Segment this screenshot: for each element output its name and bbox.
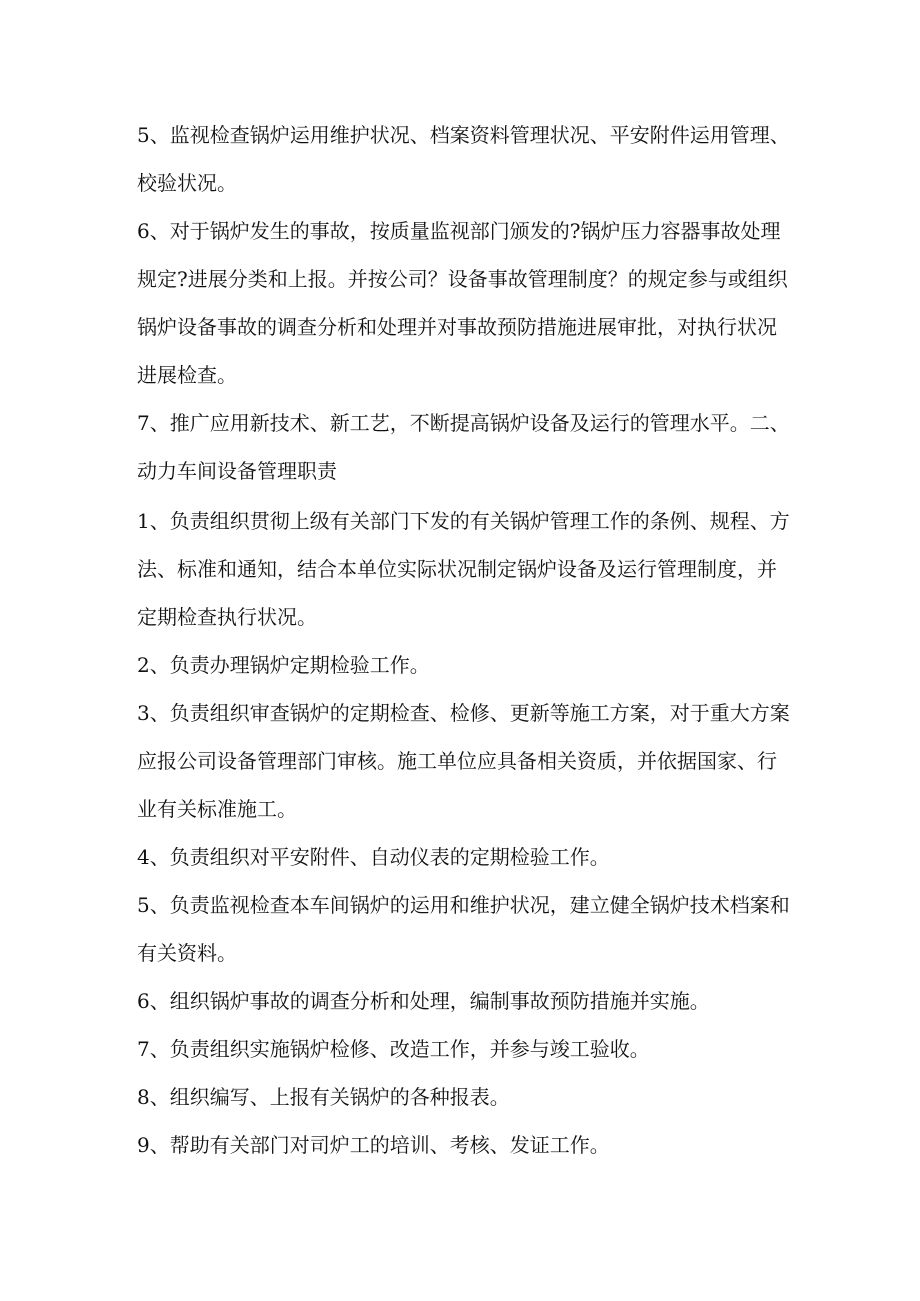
text-line: 5、负责监视检查本车间锅炉的运用和维护状况，建立健全锅炉技术档案和 [137, 893, 790, 917]
text-line: 有关资料。 [137, 941, 237, 965]
text-line: 8、组织编写、上报有关锅炉的各种报表。 [137, 1085, 510, 1109]
text-line: 9、帮助有关部门对司炉工的培训、考核、发证工作。 [137, 1133, 610, 1157]
text-line: 校验状况。 [137, 171, 237, 195]
text-line: 3、负责组织审查锅炉的定期检查、检修、更新等施工方案，对于重大方案 [137, 701, 790, 725]
text-line: 2、负责办理锅炉定期检验工作。 [137, 653, 430, 677]
text-line: 应报公司设备管理部门审核。施工单位应具备相关资质，并依据国家、行 [137, 749, 777, 773]
text-line: 法、标准和通知，结合本单位实际状况制定锅炉设备及运行管理制度，并 [137, 557, 777, 581]
text-line: 业有关标准施工。 [137, 797, 297, 821]
text-line: 7、推广应用新技术、新工艺，不断提高锅炉设备及运行的管理水平。二、 [137, 411, 790, 435]
text-line: 5、监视检查锅炉运用维护状况、档案资料管理状况、平安附件运用管理、 [137, 123, 790, 147]
section-heading: 动力车间设备管理职责 [137, 459, 337, 483]
text-line: 定期检查执行状况。 [137, 605, 317, 629]
text-line: 进展检查。 [137, 363, 237, 387]
text-line: 7、负责组织实施锅炉检修、改造工作，并参与竣工验收。 [137, 1037, 650, 1061]
text-line: 6、对于锅炉发生的事故，按质量监视部门颁发的?锅炉压力容器事故处理 [137, 219, 781, 243]
text-line: 6、组织锅炉事故的调查分析和处理，编制事故预防措施并实施。 [137, 989, 710, 1013]
text-line: 规定?进展分类和上报。并按公司？设备事故管理制度？的规定参与或组织 [137, 267, 788, 291]
text-line: 锅炉设备事故的调查分析和处理并对事故预防措施进展审批，对执行状况 [137, 315, 777, 339]
text-line: 1、负责组织贯彻上级有关部门下发的有关锅炉管理工作的条例、规程、方 [137, 509, 790, 533]
text-line: 4、负责组织对平安附件、自动仪表的定期检验工作。 [137, 845, 610, 869]
